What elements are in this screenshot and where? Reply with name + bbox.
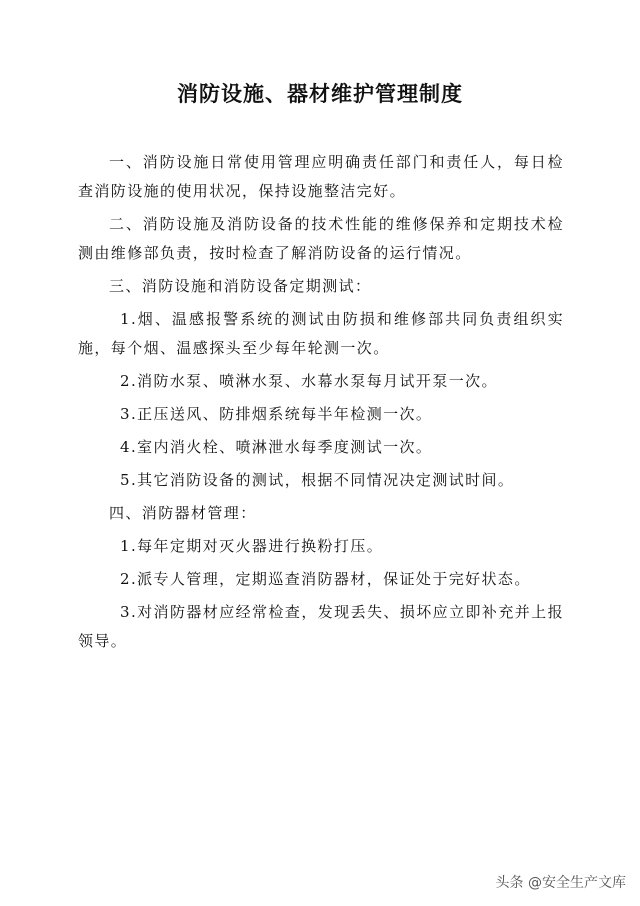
paragraph-section-1: 一、消防设施日常使用管理应明确责任部门和责任人，每日检查消防设施的使用状况，保持设施整洁完好。 <box>78 153 564 200</box>
paragraph-item-3-2: 2.消防水泵、喷淋水泵、水幕水泵每月试开泵一次。 <box>120 372 498 390</box>
paragraph-item-3-4: 4.室内消火栓、喷淋泄水每季度测试一次。 <box>120 438 433 456</box>
paragraph-section-2: 二、消防设施及消防设备的技术性能的维修保养和定期技术检测由维修部负责，按时检查了解消防设备的运行情况。 <box>78 215 564 262</box>
paragraph-section-4: 四、消防器材管理： <box>109 504 257 522</box>
paragraph-item-4-3: 3.对消防器材应经常检查，发现丢失、损坏应立即补充并上报领导。 <box>78 603 564 650</box>
paragraph-section-3: 三、消防设施和消防设备定期测试： <box>109 277 372 295</box>
document-title: 消防设施、器材维护管理制度 <box>177 82 463 106</box>
document-body <box>78 148 564 660</box>
paragraph-item-4-1: 1.每年定期对灭火器进行换粉打压。 <box>120 537 384 555</box>
paragraph-item-3-5: 5.其它消防设备的测试，根据不同情况决定测试时间。 <box>120 471 515 489</box>
paragraph-item-3-1: 1.烟、温感报警系统的测试由防损和维修部共同负责组织实施，每个烟、温感探头至少每年轮测一次。 <box>78 310 564 357</box>
source-watermark: 头条 @安全生产文库 <box>495 875 626 891</box>
paragraph-item-3-3: 3.正压送风、防排烟系统每半年检测一次。 <box>120 405 433 423</box>
paragraph-item-4-2: 2.派专人管理，定期巡查消防器材，保证处于完好状态。 <box>120 570 531 588</box>
